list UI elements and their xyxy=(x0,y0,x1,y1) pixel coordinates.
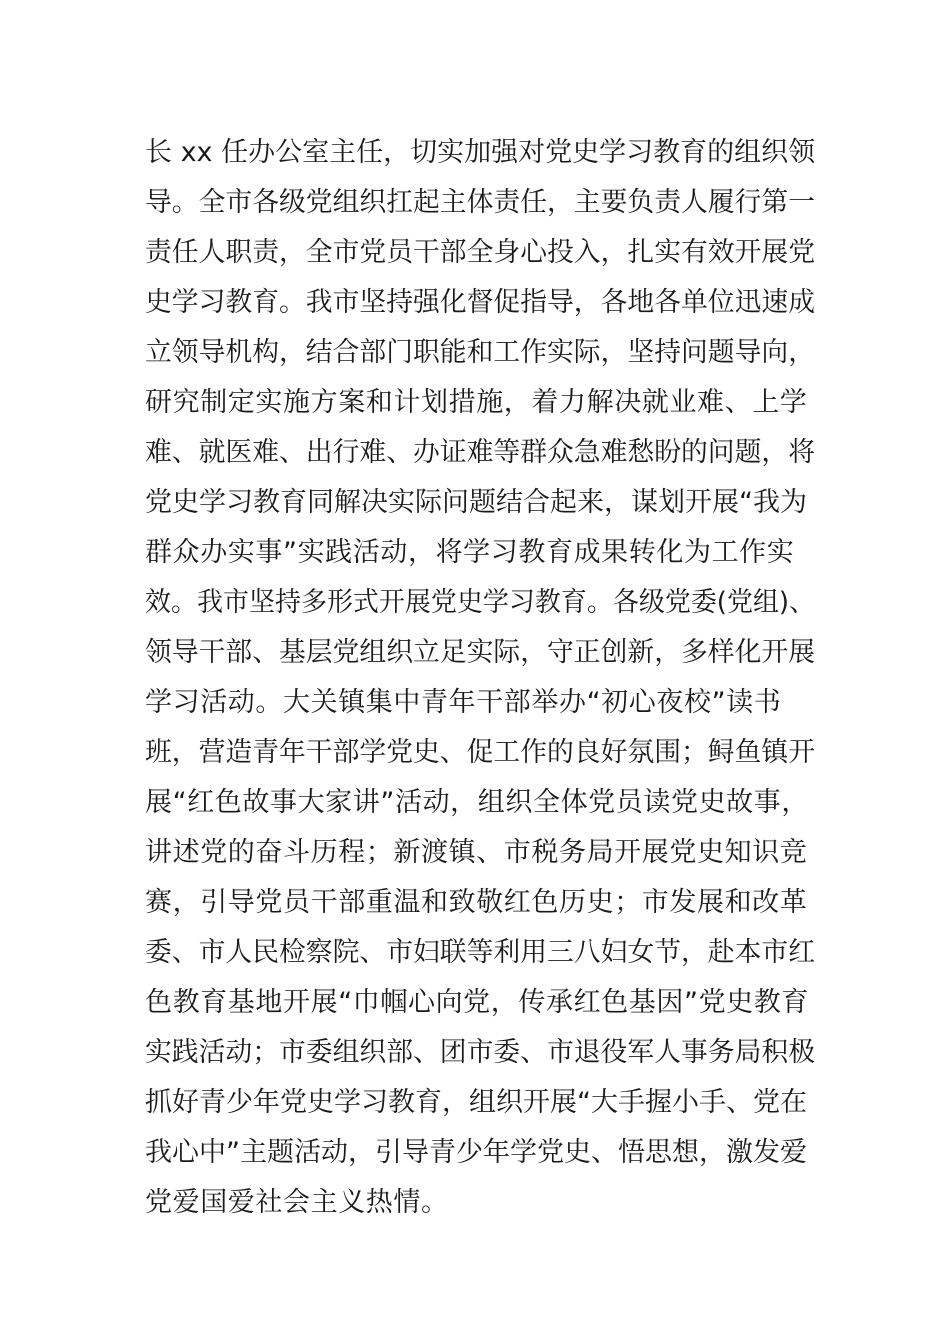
text-line: 领导干部、基层党组织立足实际，守正创新，多样化开展 xyxy=(145,637,815,668)
text-line: 色教育基地开展“巾帼心向党，传承红色基因”党史教育 xyxy=(145,987,809,1018)
text-line: 学习活动。大关镇集中青年干部举办“初心夜校”读书 xyxy=(145,687,782,718)
text-line: 委、市人民检察院、市妇联等利用三八妇女节，赴本市红 xyxy=(145,937,815,968)
text-line: 立领导机构，结合部门职能和工作实际，坚持问题导向， xyxy=(145,337,815,368)
text-line: 讲述党的奋斗历程；新渡镇、市税务局开展党史知识竞 xyxy=(145,837,808,868)
text-line: 实践活动；市委组织部、团市委、市退役军人事务局积极 xyxy=(145,1037,815,1068)
text-line: 群众办实事”实践活动，将学习教育成果转化为工作实 xyxy=(145,537,795,568)
text-line: 研究制定实施方案和计划措施，着力解决就业难、上学 xyxy=(145,387,808,418)
text-line: 史学习教育。我市坚持强化督促指导，各地各单位迅速成 xyxy=(145,287,815,318)
text-line: 难、就医难、出行难、办证难等群众急难愁盼的问题，将 xyxy=(145,437,815,468)
text-line: 我心中”主题活动，引导青少年学党史、悟思想，激发爱 xyxy=(145,1137,807,1168)
text-line: 党史学习教育同解决实际问题结合起来，谋划开展“我为 xyxy=(145,487,807,518)
text-line: 效。我市坚持多形式开展党史学习教育。各级党委(党组)、 xyxy=(145,587,816,618)
text-line: 党爱国爱社会主义热情。 xyxy=(145,1187,449,1218)
text-line: 展“红色故事大家讲”活动，组织全体党员读党史故事， xyxy=(145,787,809,818)
body-paragraph xyxy=(145,128,815,1228)
text-line: 长 xx 任办公室主任，切实加强对党史学习教育的组织领 xyxy=(145,137,816,168)
text-line: 责任人职责，全市党员干部全身心投入，扎实有效开展党 xyxy=(145,237,815,268)
text-line: 导。全市各级党组织扛起主体责任，主要负责人履行第一 xyxy=(145,187,815,218)
text-line: 抓好青少年党史学习教育，组织开展“大手握小手、党在 xyxy=(145,1087,807,1118)
text-line: 赛，引导党员干部重温和致敬红色历史；市发展和改革 xyxy=(145,887,808,918)
text-line: 班，营造青年干部学党史、促工作的良好氛围；鲟鱼镇开 xyxy=(145,737,815,768)
